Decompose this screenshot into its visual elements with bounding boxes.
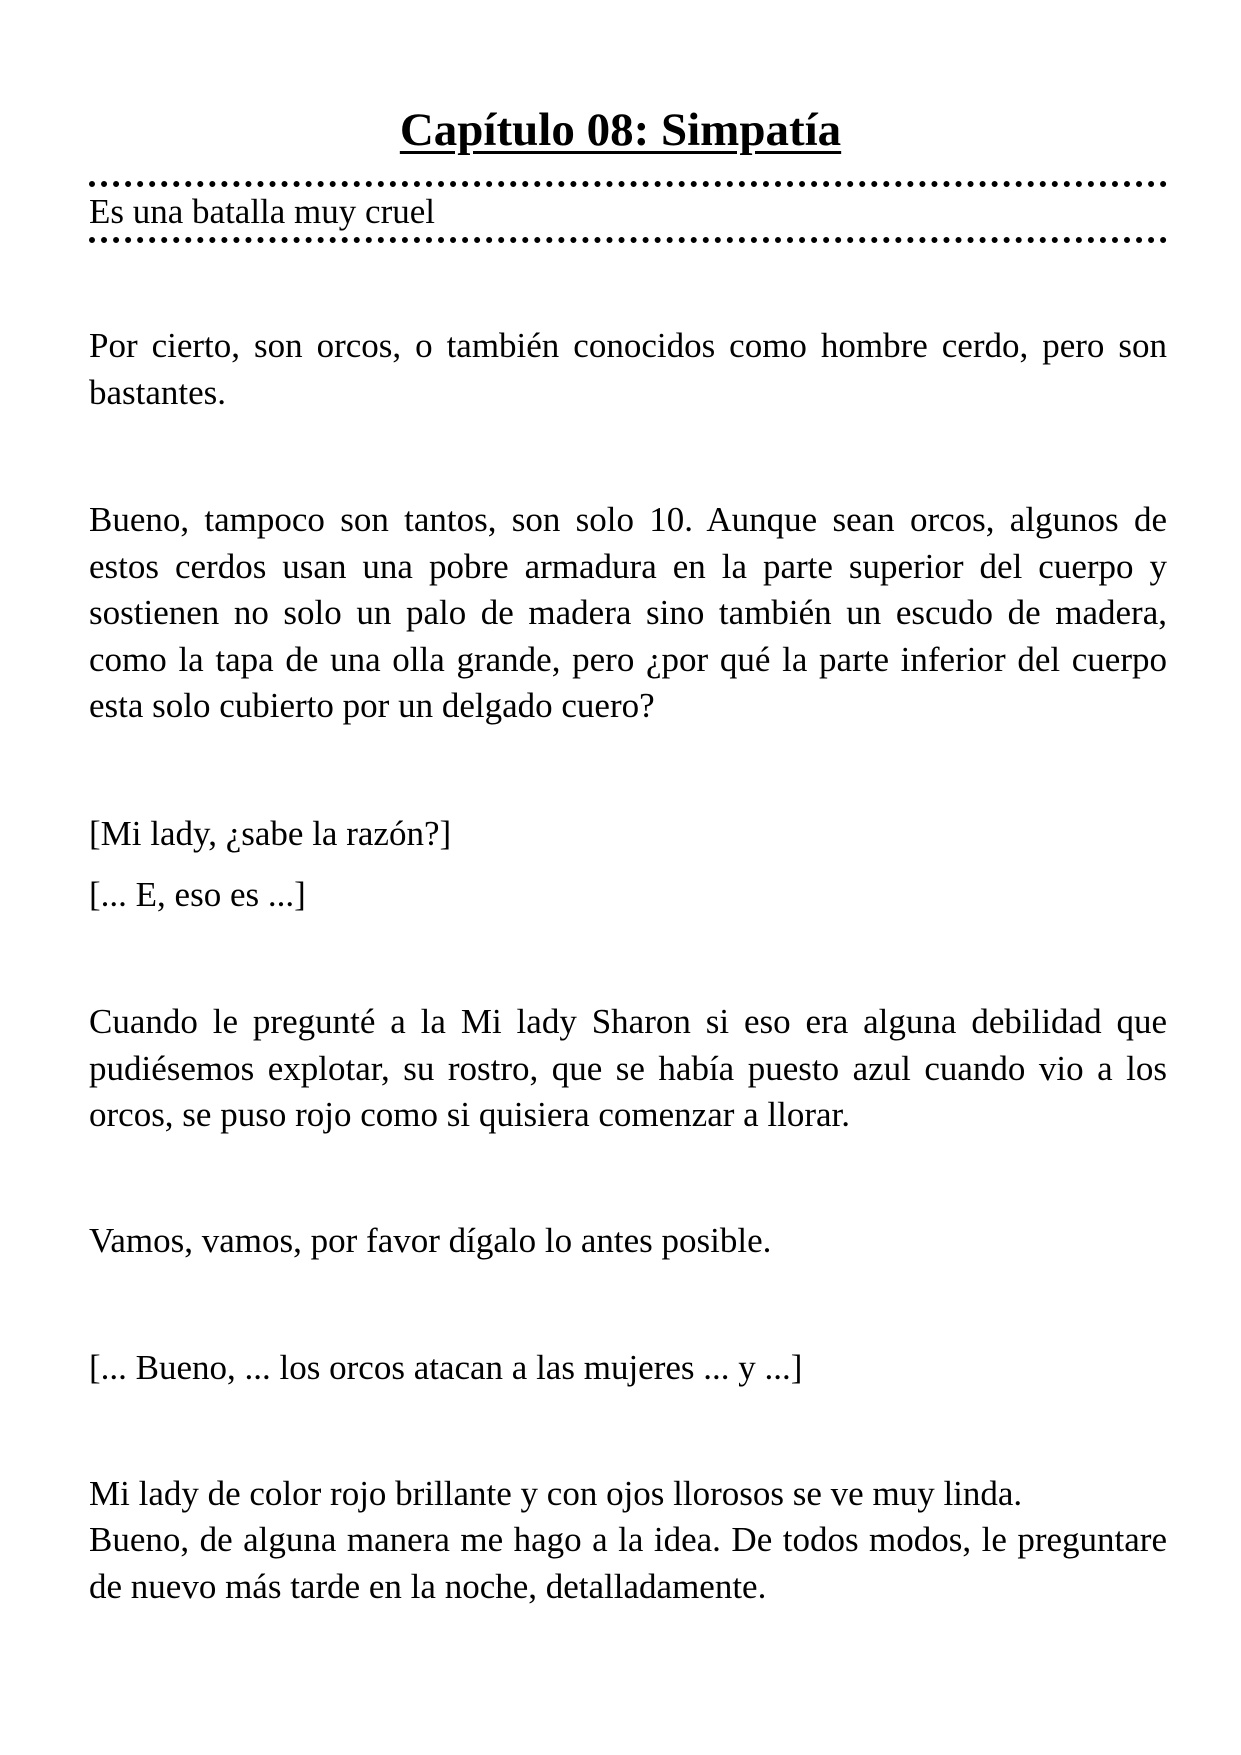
dotted-divider-bottom xyxy=(89,237,1167,243)
chapter-subtitle: Es una batalla muy cruel xyxy=(89,192,435,231)
chapter-title: Capítulo 08: Simpatía xyxy=(399,104,842,156)
paragraph: Cuando le pregunté a la Mi lady Sharon si eso era alguna debilidad que pudiésemos explotar, su rostro, que se había puesto azul cuando vio a los orcos, se puso rojo como si quisiera comenzar a llorar. xyxy=(89,1002,1167,1134)
paragraph: Por cierto, son orcos, o también conocidos como hombre cerdo, pero son bastantes. xyxy=(89,326,1167,412)
paragraph: Bueno, de alguna manera me hago a la idea. De todos modos, le preguntare de nuevo más tarde en la noche, detalladamente. xyxy=(89,1520,1167,1606)
dialogue-line: [... Bueno, ... los orcos atacan a las mujeres ... y ...] xyxy=(89,1348,803,1387)
paragraph: Vamos, vamos, por favor dígalo lo antes posible. xyxy=(89,1221,772,1260)
dialogue-line: [Mi lady, ¿sabe la razón?] xyxy=(89,814,452,853)
dotted-divider-top xyxy=(89,181,1167,187)
dialogue-line: [... E, eso es ...] xyxy=(89,875,306,914)
paragraph: Bueno, tampoco son tantos, son solo 10. Aunque sean orcos, algunos de estos cerdos usan una pobre armadura en la parte superior del cuerpo y sostienen no solo un palo de madera sino también un escudo de madera, como la tapa de una olla grande, pero ¿por qué la parte inferior del cuerpo esta solo cubierto por un delgado cuero? xyxy=(89,500,1167,725)
paragraph: Mi lady de color rojo brillante y con ojos llorosos se ve muy linda. xyxy=(89,1474,1023,1513)
